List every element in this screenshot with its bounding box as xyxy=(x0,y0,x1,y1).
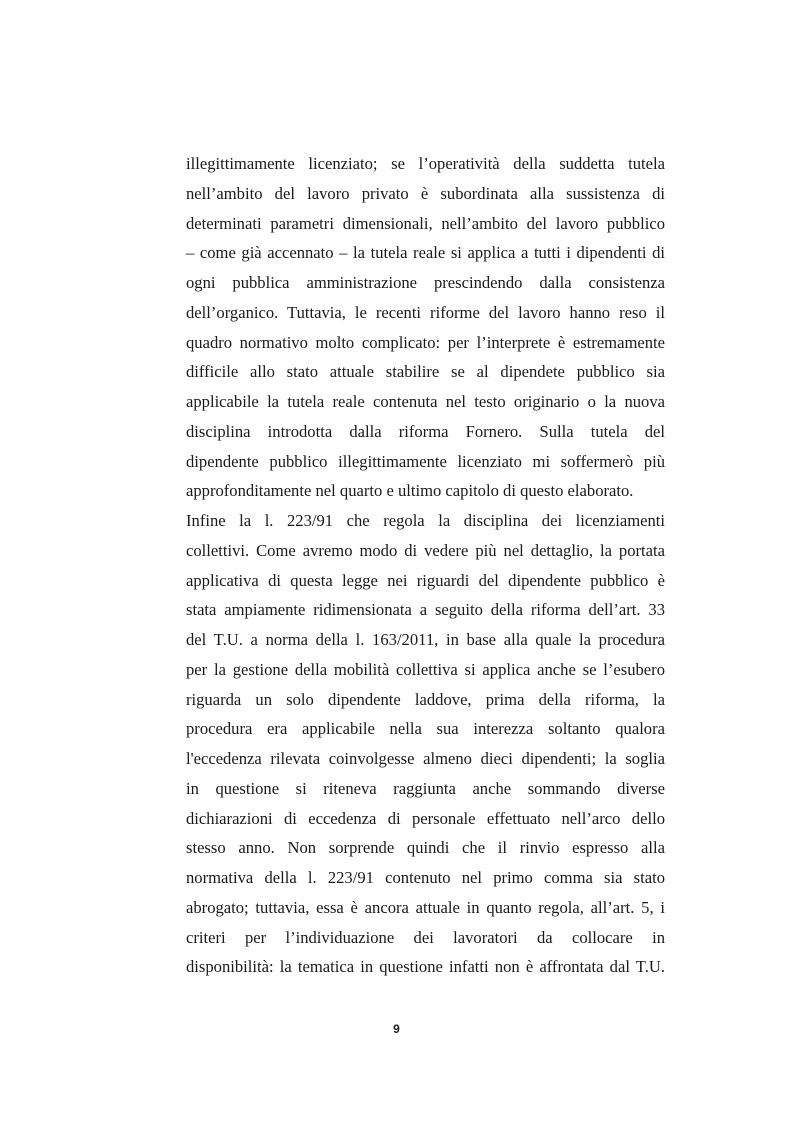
text-line: dipendente pubblico illegittimamente licenziato mi soffermerò più xyxy=(186,451,665,471)
text-line: stata ampiamente ridimensionata a seguito della riforma dell’art. 33 xyxy=(186,600,665,620)
text-line: determinati parametri dimensionali, nell’ambito del lavoro pubblico xyxy=(186,213,665,233)
text-line: ogni pubblica amministrazione prescindendo dalla consistenza xyxy=(186,273,665,292)
text-line: per la gestione della mobilità collettiva si applica anche se l’esubero xyxy=(186,659,665,679)
text-line: procedura era applicabile nella sua interezza soltanto qualora xyxy=(186,719,665,739)
text-line: applicativa di questa legge nei riguardi del dipendente pubblico è xyxy=(186,570,665,590)
text-line: – come già accennato – la tutela reale si applica a tutti i dipendenti di xyxy=(186,243,665,263)
text-line: criteri per l’individuazione dei lavoratori da collocare in xyxy=(186,927,665,947)
text-line: Infine la l. 223/91 che regola la disciplina dei licenziamenti xyxy=(186,511,665,530)
text-line: difficile allo stato attuale stabilire se al dipendete pubblico sia xyxy=(186,362,665,382)
text-line: dell’organico. Tuttavia, le recenti riforme del lavoro hanno reso il xyxy=(186,302,665,322)
text-line: abrogato; tuttavia, essa è ancora attuale in quanto regola, all’art. 5, i xyxy=(186,897,665,917)
text-line: dichiarazioni di eccedenza di personale effettuato nell’arco dello xyxy=(186,808,665,828)
text-line: riguarda un solo dipendente laddove, prima della riforma, la xyxy=(186,689,665,709)
text-line: del T.U. a norma della l. 163/2011, in base alla quale la procedura xyxy=(186,630,665,649)
text-line: stesso anno. Non sorprende quindi che il rinvio espresso alla xyxy=(186,838,665,858)
text-line: approfonditamente nel quarto e ultimo capitolo di questo elaborato. xyxy=(186,481,634,501)
text-line: disciplina introdotta dalla riforma Fornero. Sulla tutela del xyxy=(186,421,665,441)
text-line: quadro normativo molto complicato: per l’interprete è estremamente xyxy=(186,332,665,352)
text-line: normativa della l. 223/91 contenuto nel primo comma sia stato xyxy=(186,868,665,887)
text-line: nell’ambito del lavoro privato è subordinata alla sussistenza di xyxy=(186,183,665,203)
body-text xyxy=(186,149,665,982)
text-line: applicabile la tutela reale contenuta nel testo originario o la nuova xyxy=(186,392,665,411)
text-line: l'eccedenza rilevata coinvolgesse almeno dieci dipendenti; la soglia xyxy=(186,749,665,768)
text-line: collettivi. Come avremo modo di vedere più nel dettaglio, la portata xyxy=(186,540,665,560)
text-line: in questione si riteneva raggiunta anche sommando diverse xyxy=(186,778,665,798)
text-line: illegittimamente licenziato; se l’operatività della suddetta tutela xyxy=(186,154,665,173)
text-line: disponibilità: la tematica in questione infatti non è affrontata dal T.U. xyxy=(186,957,665,977)
page-number: 9 xyxy=(393,1022,400,1036)
